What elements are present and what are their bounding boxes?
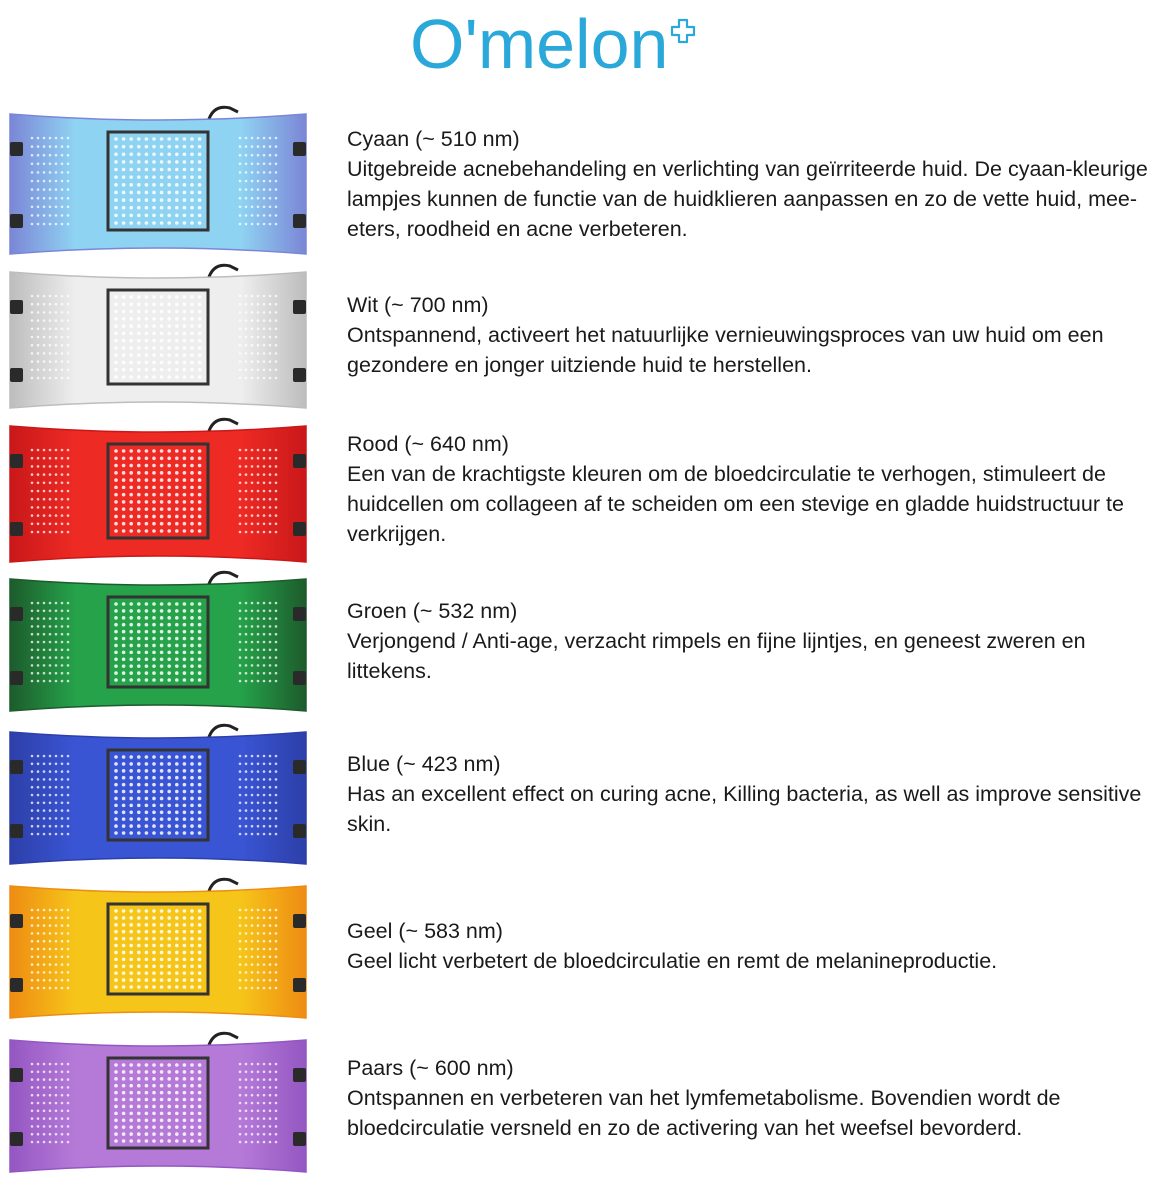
light-title: Wit (~ 700 nm) (347, 293, 489, 317)
light-description: Uitgebreide acnebehandeling en verlichting van geïrriteerde huid. De cyaan-kleurige lampjes kunnen de functie van de huidklieren aanpassen en zo de vette huid, mee-eters, roodheid en acne verbeteren. (347, 157, 1148, 241)
light-description: Verjongend / Anti-age, verzacht rimpels en fijne lijntjes, en geneest zweren en littekens. (347, 629, 1086, 683)
led-panel-blue (8, 718, 308, 870)
light-title: Groen (~ 532 nm) (347, 599, 518, 623)
led-panel-red (8, 412, 308, 568)
led-panel-cyan (8, 100, 308, 260)
medical-cross-icon (670, 18, 696, 44)
light-title: Blue (~ 423 nm) (347, 752, 501, 776)
led-panel-yellow (8, 872, 308, 1024)
light-description: Ontspannend, activeert het natuurlijke vernieuwingsproces van uw huid om een gezondere en jonger uitziende huid te herstellen. (347, 323, 1104, 377)
light-description: Ontspannen en verbeteren van het lymfemetabolisme. Bovendien wordt de bloedcirculatie versneld en zo de activering van het weefsel bevorderd. (347, 1086, 1061, 1140)
brand-name: O'melon (410, 5, 669, 83)
led-panel-green (8, 565, 308, 717)
light-title: Paars (~ 600 nm) (347, 1056, 514, 1080)
light-title: Rood (~ 640 nm) (347, 432, 509, 456)
led-panel-white (8, 258, 308, 414)
light-title: Cyaan (~ 510 nm) (347, 127, 520, 151)
light-description: Has an excellent effect on curing acne, Killing bacteria, as well as improve sensitive skin. (347, 782, 1142, 836)
light-title: Geel (~ 583 nm) (347, 919, 503, 943)
brand-logo (410, 4, 696, 84)
led-panel-purple (8, 1026, 308, 1178)
light-description: Geel licht verbetert de bloedcirculatie en remt de melanineproductie. (347, 949, 998, 973)
light-description: Een van de krachtigste kleuren om de bloedcirculatie te verhogen, stimuleert de huidcellen om collageen af te scheiden om een stevige en gladde huidstructuur te verkrijgen. (347, 462, 1124, 546)
